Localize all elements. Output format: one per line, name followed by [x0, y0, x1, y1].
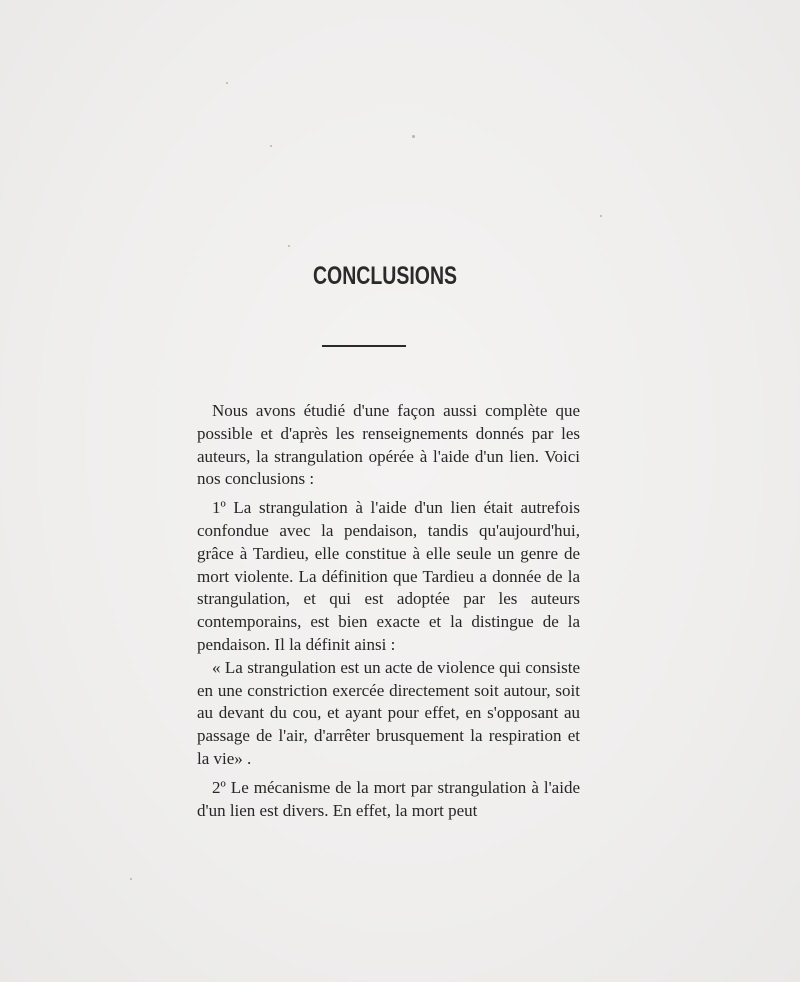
heading-divider [322, 345, 406, 347]
speck [412, 135, 415, 138]
page-heading: CONCLUSIONS [312, 262, 458, 290]
paragraph-conclusion-2: 2º Le mécanisme de la mort par strangulation à l'aide d'un lien est divers. En effet, la mort peut [197, 777, 580, 820]
body-text [197, 400, 580, 822]
paragraph-intro: Nous avons étudié d'une façon aussi complète que possible et d'après les renseignements donnés par les auteurs, la strangulation opérée à l'aide d'un lien. Voici nos conclusions : [197, 401, 580, 489]
speck [288, 245, 290, 247]
speck [600, 215, 602, 217]
paragraph-conclusion-1: 1º La strangulation à l'aide d'un lien était autrefois confondue avec la pendaison, tandis qu'aujourd'hui, grâce à Tardieu, elle constitue à elle seule un genre de mort violente. La définition que Tardieu a donnée de la strangulation, et qui est adoptée par les auteurs contemporains, est bien exacte et la distingue de la pendaison. Il la définit ainsi : [197, 498, 580, 654]
speck [270, 145, 272, 147]
speck [226, 82, 228, 84]
paragraph-definition-quote: « La strangulation est un acte de violence qui consiste en une constriction exercée directement soit autour, soit au devant du cou, et ayant pour effet, en s'opposant au passage de l'air, d'arrêter brusquement la respiration et la vie» . [197, 657, 580, 768]
speck [130, 878, 132, 880]
